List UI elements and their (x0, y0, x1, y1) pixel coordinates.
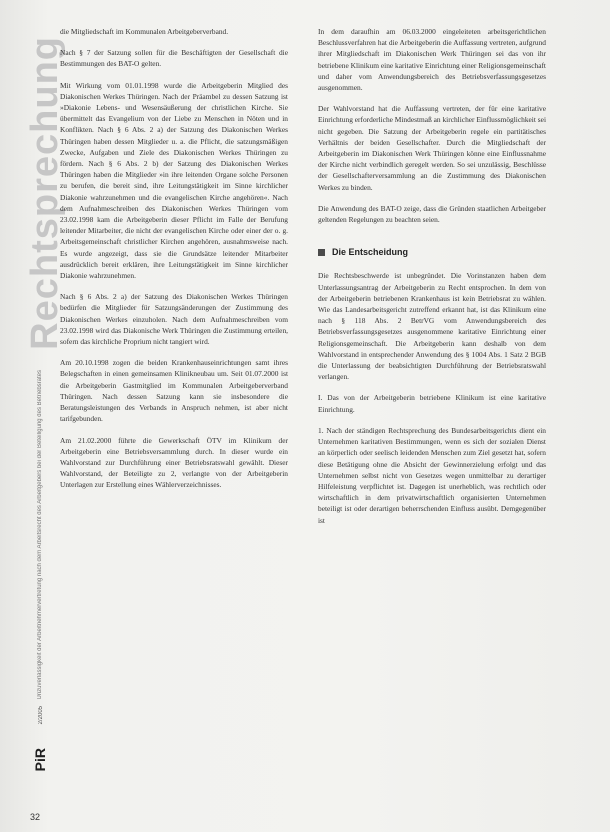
paragraph: Mit Wirkung vom 01.01.1998 wurde die Arbeitgeberin Mitglied des Diakonischen Werkes Thüringen. Nach der Präambel zu dessen Satzung ist »Diakonie Lebens- und Wesensäußerung der christlichen Kirche. Sie übermittelt das Evangelium von der Liebe zu Menschen in Nöten und in Konflikten. Nach § 6 Abs. 2 a) der Satzung des Diakonischen Werkes Thüringen haben dessen Mitglieder u. a. die Pflicht, die satzungsmäßigen Zwecke, Aufgaben und Ziele des Diakonischen Werkes Thüringen zu fördern. Nach § 6 Abs. 2 b) der Satzung des Diakonischen Werkes Thüringen haben die Mitglieder »in ihre leitenden Organe solche Personen zu berufen, die bereit sind, ihre Leitungstätigkeit im Sinne kirchlicher Diakonie wahrzunehmen und die evangelischen Kirche angehören«. Nach dem Aufnahmeschreiben des Diakonischen Werkes Thüringen vom 23.02.1998 kam die Arbeitgeberin dieser Pflicht im Falle der Berufung leitender Mitarbeiter, die nicht der evangelischen Kirche oder einer der o. g. Arbeitsgemeinschaft christlicher Kirchen angehören, ausnahmsweise nach. Es wurde angezeigt, dass sie die Grundsätze leitender Mitarbeiter ausdrücklich bereit erklären, ihre Leitungstätigkeit im Sinne kirchlicher Diakonie wahrzunehmen. (60, 80, 288, 281)
paragraph: Der Wahlvorstand hat die Auffassung vertreten, der für eine karitative Einrichtung erforderliche Mindestmaß an kirchlicher Einflussmöglichkeit sei nicht gegeben. Die Satzung der Arbeitgeberin regele ein partitätisches Verhältnis der beiden Gesellschafter. Durch die Mitgliedschaft der Arbeitgeberin im Diakonischen Werk Thüringen könne eine Einflussnahme der Kirche nicht verbindlich geregelt werden. So sei unzulässig, Beschlüsse der Gesellschafterversammlung an die Zustimmung des Diakonischen Werkes zu binden. (318, 104, 546, 192)
paragraph: In dem daraufhin am 06.03.2000 eingeleiteten arbeitsgerichtlichen Beschlussverfahren hat die Arbeitgeberin die Auffassung vertreten, aufgrund ihrer Mitgliedschaft im Diakonischen Werk Thüringen sei das von ihr betriebene Klinikum eine karitative Einrichtung einer Religionsgemeinschaft und daher vom Anwendungsbereich des Betriebsverfassungsgesetzes ausgenommen. (318, 27, 546, 93)
page-number: 32 (30, 812, 41, 822)
journal-brand: PiR (32, 748, 48, 772)
paragraph: Die Anwendung des BAT-O zeige, dass die Gründen staatlichen Arbeitgeber geltenden Regelungen zu beachten seien. (318, 203, 546, 225)
issue-label: 2/2005 (38, 706, 44, 725)
paragraph: I. Das von der Arbeitgeberin betriebene Klinikum ist eine karitative Einrichtung. (318, 393, 546, 414)
paragraph: 1. Nach der ständigen Rechtsprechung des Bundesarbeitsgerichts dient ein Unternehmen karitativen Bestimmungen, wenn es sich der sozialen Dienst an körperlich oder seelisch leidenden Menschen zum Ziel gesetzt hat, sofern diese Betätigung ohne die Absicht der Gewinnerzielung erfolgt und das Unternehmen selbst nicht von Gesetzes wegen unmittelbar zu derartiger Hilfeleistung verpflichtet ist. Dagegen ist unerheblich, was rechtlich oder wirtschaftlich in dem privatwirtschaftlich organisierten Unternehmen beteiligt ist oder derartigen beherrschenden Einfluss ausübt. Demgegenüber ist (318, 425, 546, 525)
right-column (318, 26, 546, 536)
paragraph: Nach § 7 der Satzung sollen für die Beschäftigten der Gesellschaft die Bestimmungen des BAT-O gelten. (60, 48, 288, 69)
paragraph: Nach § 6 Abs. 2 a) der Satzung des Diakonischen Werkes Thüringen bedürfen die Mitglieder für Satzungsänderungen der Zustimmung des Diakonischen Werkes einzuholen. Nach dem Aufnahmeschreiben vom 23.02.1998 wird das Diakonische Werk Thüringen die Zustimmung erteilen, sofern das kirchliche Proprium nicht tangiert wird. (60, 292, 288, 347)
section-heading-text: Die Entscheidung (332, 247, 409, 258)
left-column (60, 26, 288, 501)
paragraph: Am 21.02.2000 führte die Gewerkschaft ÖTV im Klinikum der Arbeitgeberin eine Betriebsversammlung durch. In dieser wurde ein Wahlvorstand zur Durchführung einer Betriebsratswahl gewählt. Dieser Wahlvorstand, der Beteiligte zu 2, verlangte von der Arbeitgeberin Unterlagen zur Erstellung eines Wählerverzeichnisses. (60, 435, 288, 490)
heading-square-icon (318, 249, 325, 256)
section-heading (318, 247, 546, 258)
paragraph: Am 20.10.1998 zogen die beiden Krankenhauseinrichtungen samt ihres Belegschaften in einen gemeinsamen Klinikneubau um. Seit 01.07.2000 ist die Arbeitgeberin Gastmitglied im Kommunalen Arbeitgeberverband Thüringen. Nach dessen Satzung kann sie insbesondere die Beratungsleistungen des Verbands in Anspruch nehmen, ist aber nicht tarifgebunden. (60, 358, 288, 424)
section-title: Rechtsprechung (24, 36, 66, 350)
paragraph: die Mitgliedschaft im Kommunalen Arbeitgeberverband. (60, 27, 229, 36)
running-header: Unzuverlässigkeit der Arbeitnehmervertretung nach dem Arbeitsrecht des Arbeitgebers bei der Beteiligung des Betriebsrates (37, 370, 43, 700)
paragraph: Die Rechtsbeschwerde ist unbegründet. Die Vorinstanzen haben dem Unterlassungsantrag der Arbeitgeberin zu Recht entsprochen. In dem von der Arbeitgeberin betriebenen Krankenhaus ist kein Betriebsrat zu wählen. Wie das Landesarbeitsgericht zutreffend erkannt hat, ist das Klinikum eine nach § 118 Abs. 2 BetrVG vom Anwendungsbereich des Betriebsverfassungsgesetzes ausgenommene karitative Einrichtung einer Religionsgemeinschaft. Die Arbeitgeberin kann deshalb von dem Wahlvorstand in entsprechender Anwendung des § 1004 Abs. 1 Satz 2 BGB die Unterlassung der beabsichtigten Durchführung der Betriebsratswahl verlangen. (318, 271, 546, 382)
